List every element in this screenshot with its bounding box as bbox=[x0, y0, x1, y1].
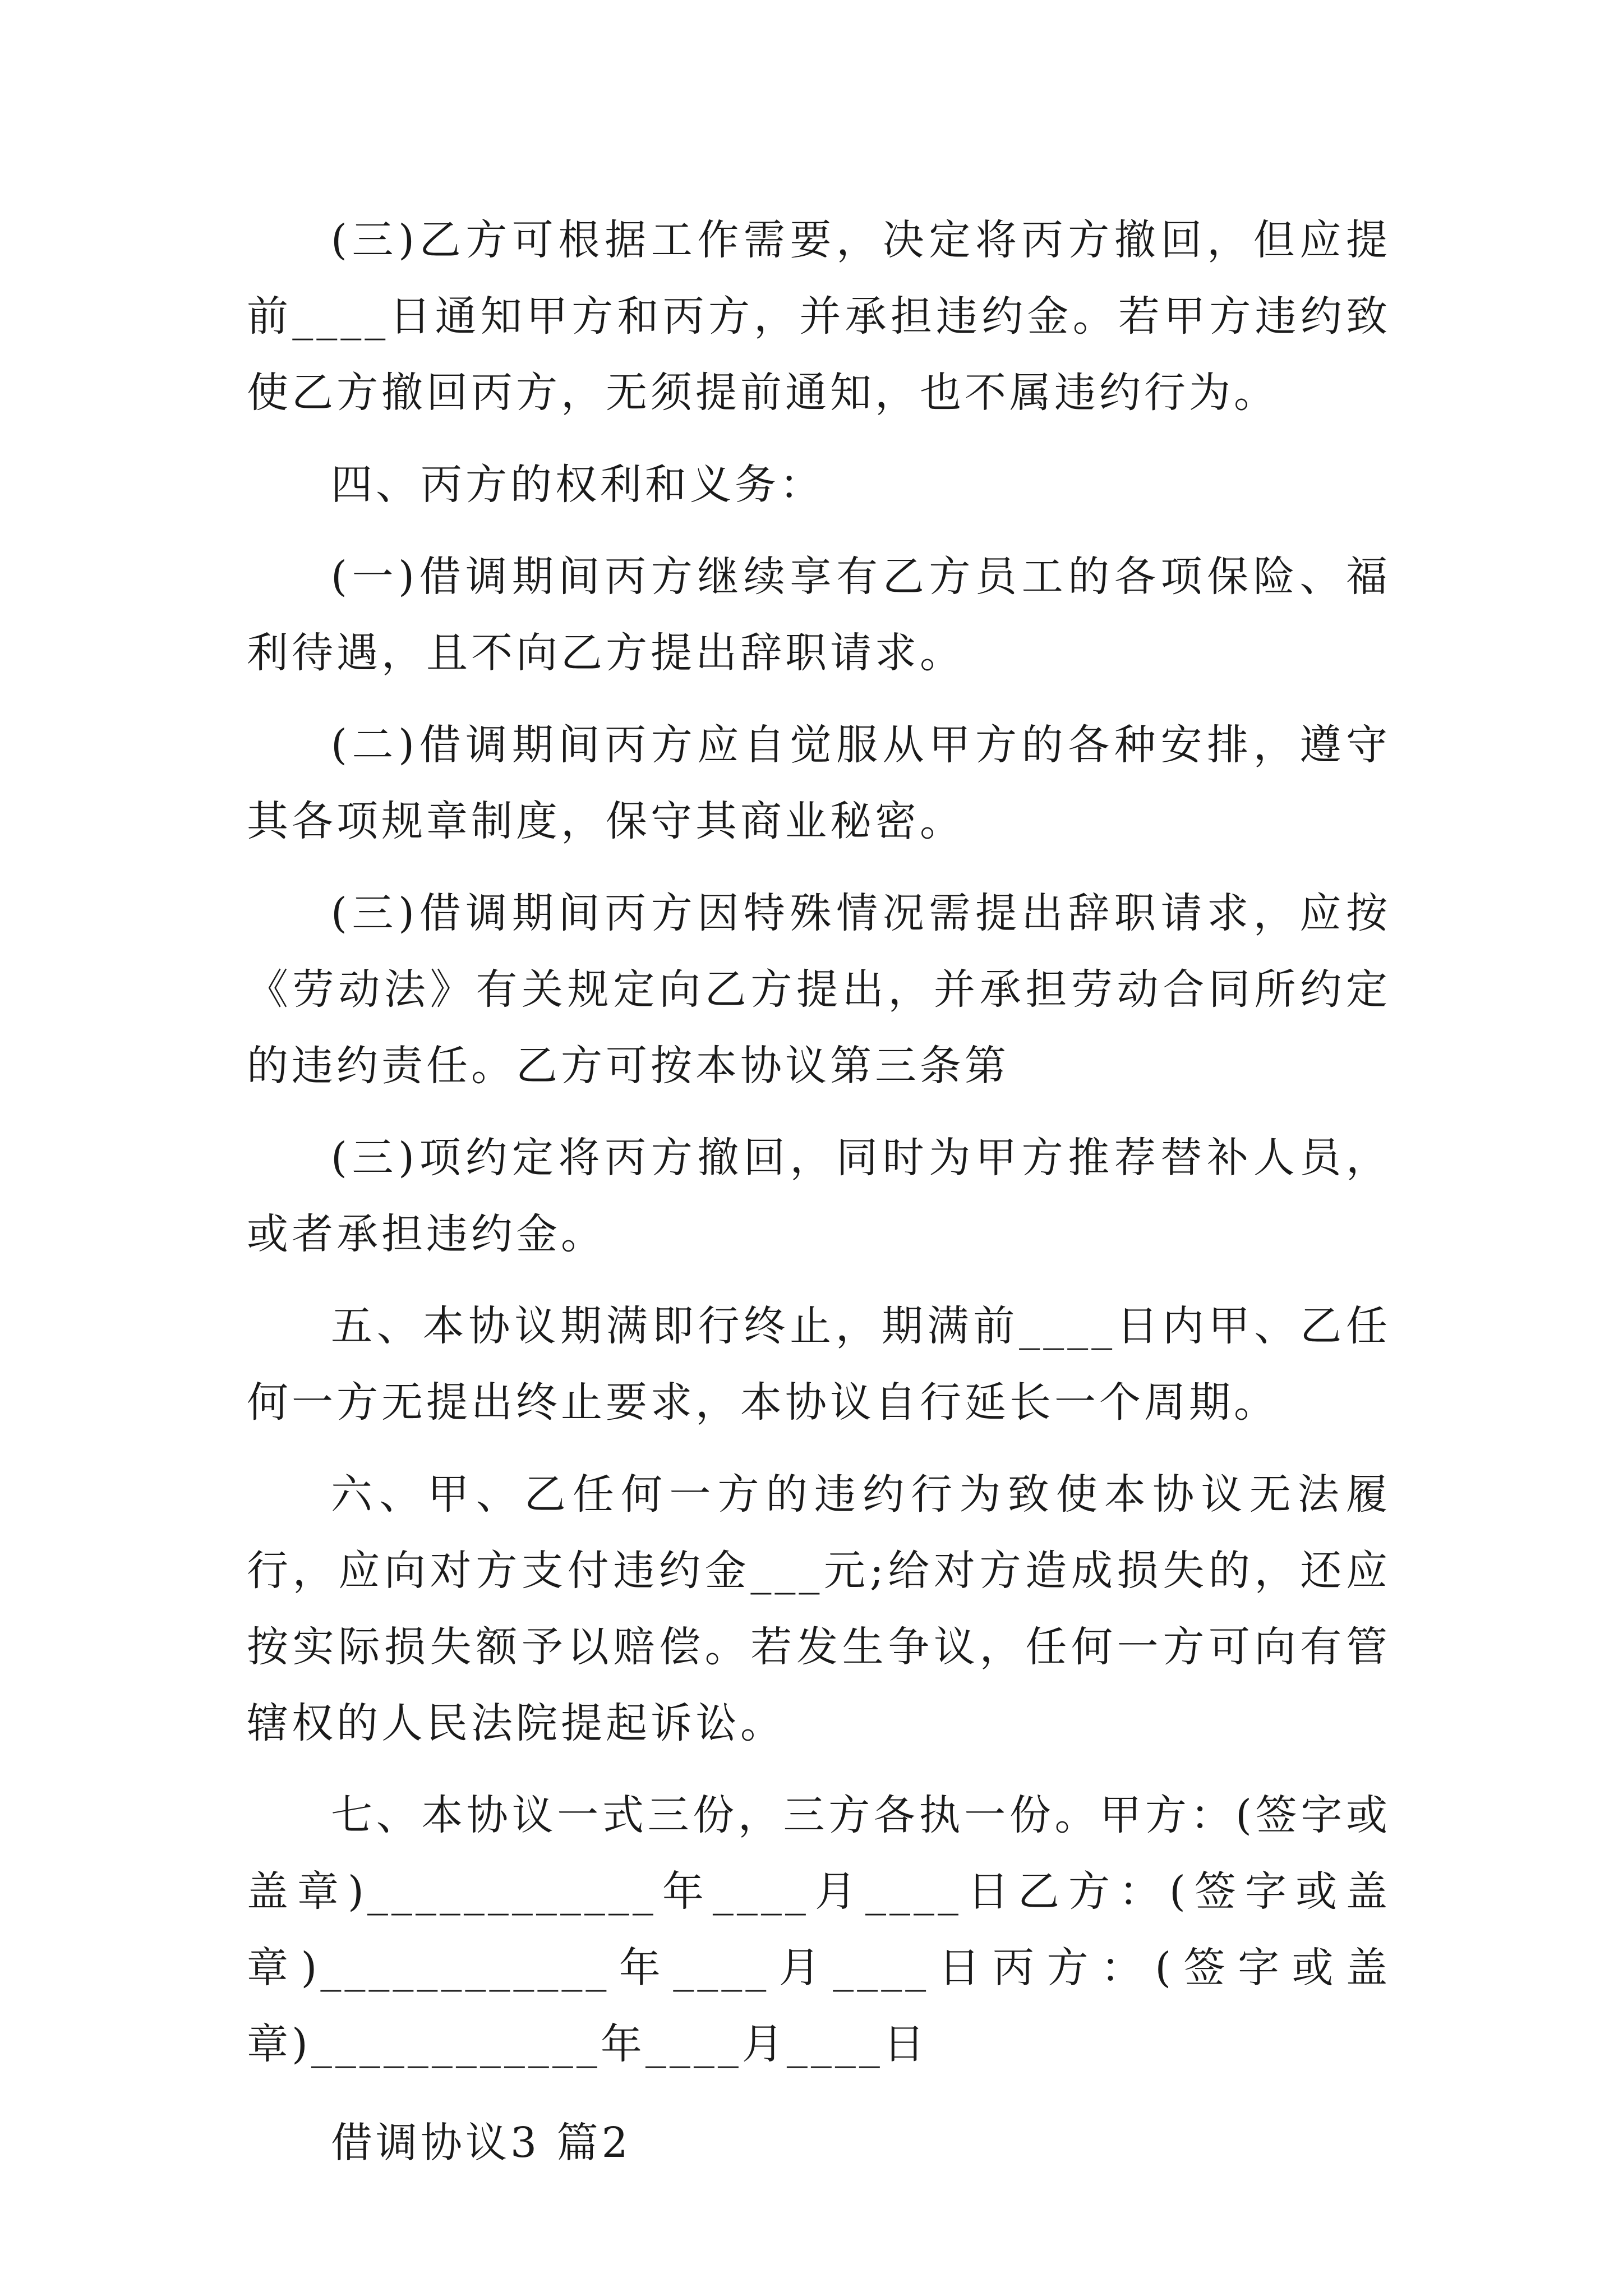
paragraph-replacement-clause: (三)项约定将丙方撤回，同时为甲方推荐替补人员，或者承担违约金。 bbox=[247, 1134, 1391, 1258]
section-heading: 借调协议3 篇2 bbox=[331, 2119, 631, 2167]
paragraph-benefits-clause: (一)借调期间丙方继续享有乙方员工的各项保险、福利待遇，且不向乙方提出辞职请求。 bbox=[247, 553, 1391, 677]
paragraph-term-clause: 五、本协议期满即行终止，期满前____日内甲、乙任何一方无提出终止要求，本协议自行延长一个周期。 bbox=[247, 1302, 1391, 1427]
paragraph-obey-clause: (二)借调期间丙方应自觉服从甲方的各种安排，遵守其各项规章制度，保守其商业秘密。 bbox=[247, 721, 1391, 845]
paragraph-resign-clause: (三)借调期间丙方因特殊情况需提出辞职请求，应按《劳动法》有关规定向乙方提出，并承担劳动合同所约定的违约责任。乙方可按本协议第三条第 bbox=[247, 889, 1391, 1090]
paragraph-breach-clause: 六、甲、乙任何一方的违约行为致使本协议无法履行，应向对方支付违约金___元;给对方造成损失的，还应按实际损失额予以赔偿。若发生争议，任何一方可向有管辖权的人民法院提起诉讼。 bbox=[247, 1470, 1391, 1747]
paragraph-section-four-title: 四、丙方的权利和义务： bbox=[331, 461, 824, 509]
document-body bbox=[247, 202, 1391, 2181]
paragraph-signature-clause: 七、本协议一式三份，三方各执一份。甲方：(签字或盖章)____________年____月____日乙方：(签字或盖章)____________年____月____日丙方：(签字或盖章)____________年____月____日 bbox=[247, 1791, 1391, 2068]
paragraph-withdraw-clause: (三)乙方可根据工作需要，决定将丙方撤回，但应提前____日通知甲方和丙方，并承担违约金。若甲方违约致使乙方撤回丙方，无须提前通知，也不属违约行为。 bbox=[247, 216, 1391, 417]
